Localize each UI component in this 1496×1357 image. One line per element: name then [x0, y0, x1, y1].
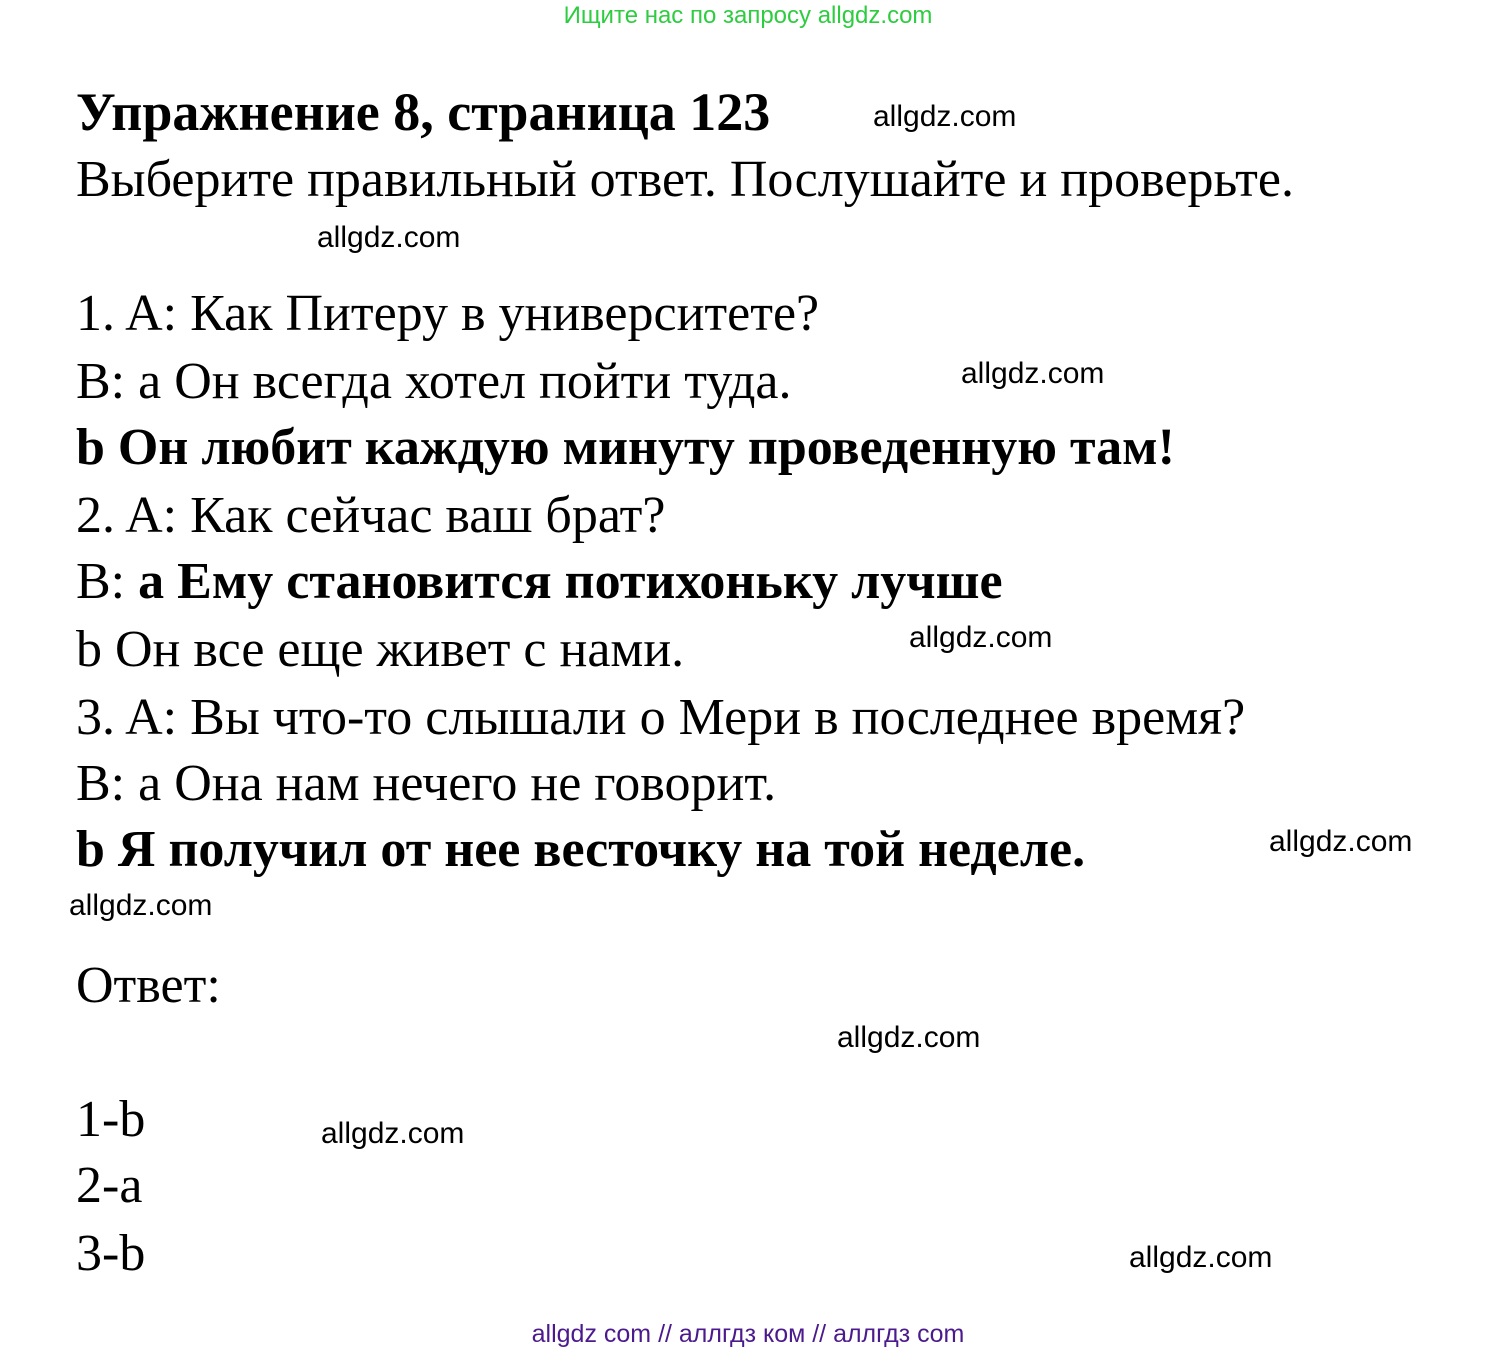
- question-3-option-b: b Я получил от нее весточку на той неделе.: [76, 821, 1086, 878]
- answer-2: 2-a: [76, 1157, 143, 1214]
- page-title: Упражнение 8, страница 123: [76, 82, 771, 142]
- question-3-option-a: B: a Она нам нечего не говорит.: [76, 755, 777, 812]
- question-2-option-a-prefix: B:: [76, 553, 139, 610]
- question-2-option-a-line: [76, 552, 1003, 612]
- watermark: allgdz.com: [837, 1021, 981, 1054]
- question-2-option-a: a Ему становится потихоньку лучше: [138, 553, 1003, 610]
- question-2-option-b: b Он все еще живет с нами.: [76, 621, 685, 678]
- instruction: Выберите правильный ответ. Послушайте и проверьте.: [76, 151, 1294, 208]
- answer-3: 3-b: [76, 1225, 146, 1282]
- watermark: allgdz.com: [1269, 825, 1413, 858]
- footer-links[interactable]: allgdz com // аллгдз ком // аллгдз com: [531, 1320, 965, 1348]
- watermark: allgdz.com: [321, 1117, 465, 1150]
- watermark: allgdz.com: [317, 221, 461, 254]
- answer-1: 1-b: [76, 1091, 146, 1148]
- watermark: allgdz.com: [69, 889, 213, 922]
- watermark: allgdz.com: [961, 357, 1105, 390]
- question-3: 3. A: Вы что-то слышали о Мери в последнее время?: [76, 689, 1246, 746]
- top-banner[interactable]: Ищите нас по запросу allgdz.com: [563, 2, 933, 29]
- question-2: 2. A: Как сейчас ваш брат?: [76, 487, 666, 544]
- question-1-option-b: b Он любит каждую минуту проведенную там!: [76, 419, 1175, 476]
- question-1: 1. A: Как Питеру в университете?: [76, 285, 820, 342]
- answer-label: Ответ:: [76, 957, 221, 1014]
- watermark: allgdz.com: [909, 621, 1053, 654]
- watermark: allgdz.com: [1129, 1241, 1273, 1274]
- watermark: allgdz.com: [873, 100, 1017, 133]
- question-1-option-a: B: a Он всегда хотел пойти туда.: [76, 353, 792, 410]
